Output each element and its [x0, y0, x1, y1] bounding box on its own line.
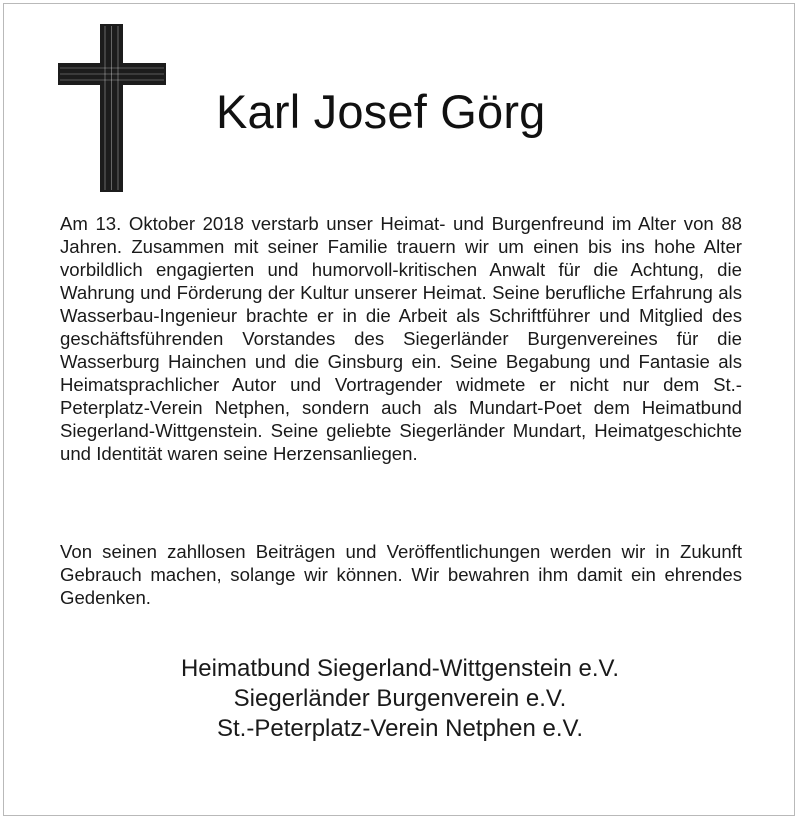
signatory-heimatbund: Heimatbund Siegerland-Wittgenstein e.V. — [180, 655, 620, 682]
signatories — [60, 654, 740, 744]
obituary-paragraph-2: Von seinen zahllosen Beiträgen und Veröffentlichungen werden wir in Zukunft Gebrauch machen, solange wir können. Wir bewahren ihm damit ein ehrendes Gedenken. — [60, 541, 742, 608]
cross-icon — [58, 24, 166, 192]
signatory-burgenverein: Siegerländer Burgenverein e.V. — [233, 685, 567, 712]
deceased-name: Karl Josef Görg — [216, 85, 546, 138]
signatory-peterplatz-verein: St.-Peterplatz-Verein Netphen e.V. — [217, 715, 583, 742]
obituary-paragraph-1: Am 13. Oktober 2018 verstarb unser Heimat- und Burgenfreund im Alter von 88 Jahren. Zusammen mit seiner Familie trauern wir um einen bis ins hohe Alter vorbildlich engagierten und humorvoll-kritischen Anwalt für die Achtung, die Wahrung und Förderung der Kultur unserer Heimat. Seine berufliche Erfahrung als Wasserbau-Ingenieur brachte er in die Arbeit als Schriftführer und Mitglied des geschäftsführenden Vorstandes des Siegerländer Burgenvereines für die Wasserburg Hainchen und die Ginsburg ein. Seine Begabung und Fantasie als Heimatsprachlicher Autor und Vortragender widmete er nicht nur dem St.-Peterplatz-Verein Netphen, sondern auch als Mundart-Poet dem Heimatbund Siegerland-Wittgenstein. Seine geliebte Siegerländer Mundart, Heimatgeschichte und Identität waren seine Herzensanliegen. — [60, 213, 742, 464]
